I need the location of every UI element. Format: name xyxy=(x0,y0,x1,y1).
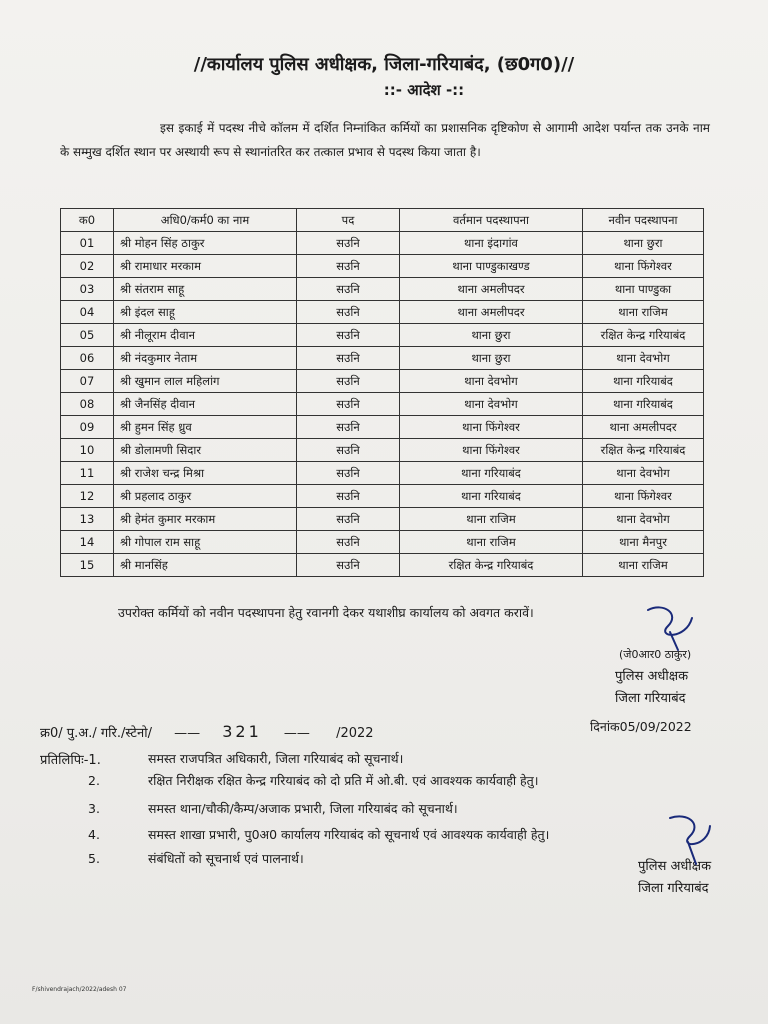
cell-serial: 14 xyxy=(61,531,114,554)
cell-current-posting: थाना गरियाबंद xyxy=(400,462,583,485)
table-row xyxy=(61,324,704,347)
cell-new-posting: रक्षित केन्द्र गरियाबंद xyxy=(583,324,704,347)
officer-district-2: जिला गरियाबंद xyxy=(638,881,709,896)
signature-block-2 xyxy=(638,856,711,900)
cc-item-text: समस्त राजपत्रित अधिकारी, जिला गरियाबंद को सूचनार्थ। xyxy=(148,751,404,766)
col-post: पद xyxy=(297,209,400,232)
table-row xyxy=(61,232,704,255)
cell-name: श्री मानसिंह xyxy=(114,554,297,577)
cell-new-posting: थाना राजिम xyxy=(583,554,704,577)
cell-new-posting: थाना फिंगेश्वर xyxy=(583,255,704,278)
office-title: //कार्यालय पुलिस अधीक्षक, जिला-गरियाबंद, (छ0ग0)// xyxy=(193,54,575,75)
table-row xyxy=(61,393,704,416)
cell-post: सउनि xyxy=(297,370,400,393)
cc-item-text: रक्षित निरीक्षक रक्षित केन्द्र गरियाबंद को दो प्रति में ओ.बी. एवं आवश्यक कार्यवाही हेतु। xyxy=(148,773,539,788)
table-row xyxy=(61,416,704,439)
table-header-row xyxy=(61,209,704,232)
cell-current-posting: थाना पाण्डुकाखण्ड xyxy=(400,255,583,278)
cell-serial: 10 xyxy=(61,439,114,462)
cell-post: सउनि xyxy=(297,324,400,347)
table-row xyxy=(61,255,704,278)
cell-serial: 06 xyxy=(61,347,114,370)
cell-serial: 04 xyxy=(61,301,114,324)
date-label: दिनांक xyxy=(590,719,620,734)
cell-post: सउनि xyxy=(297,531,400,554)
cell-name: श्री हुमन सिंह ध्रुव xyxy=(114,416,297,439)
reference-year: /2022 xyxy=(336,726,374,741)
cell-new-posting: थाना देवभोग xyxy=(583,347,704,370)
cell-name: श्री प्रहलाद ठाकुर xyxy=(114,485,297,508)
table-body xyxy=(61,232,704,577)
officer-name: (जे0आर0 ठाकुर) xyxy=(619,648,692,661)
cc-item-number: 5. xyxy=(88,851,100,866)
table-row xyxy=(61,531,704,554)
reference-date xyxy=(590,718,692,735)
cell-current-posting: थाना राजिम xyxy=(400,531,583,554)
transfer-table xyxy=(60,208,704,577)
cell-post: सउनि xyxy=(297,439,400,462)
table-row xyxy=(61,301,704,324)
cell-new-posting: थाना छुरा xyxy=(583,232,704,255)
cc-item xyxy=(88,772,539,789)
officer-district: जिला गरियाबंद xyxy=(615,691,686,706)
table-row xyxy=(61,554,704,577)
cell-post: सउनि xyxy=(297,255,400,278)
table-row xyxy=(61,508,704,531)
col-new-posting: नवीन पदस्थापना xyxy=(583,209,704,232)
cell-current-posting: रक्षित केन्द्र गरियाबंद xyxy=(400,554,583,577)
cc-label: प्रतिलिपिः-1. xyxy=(40,753,101,768)
order-intro: इस इकाई में पदस्थ नीचे कॉलम में दर्शित निम्नांकित कर्मियों का प्रशासनिक दृष्टिकोण से आगामी आदेश पर्यान्त तक उनके नाम के सम्मुख दर्शित स्थान पर अस्थायी रूप से स्थानांतरित कर तत्काल प्रभाव से पदस्थ किया जाता है। xyxy=(60,121,710,159)
table-row xyxy=(61,347,704,370)
reference-number: 321 xyxy=(222,722,262,741)
cell-current-posting: थाना गरियाबंद xyxy=(400,485,583,508)
col-serial: क0 xyxy=(61,209,114,232)
cell-new-posting: थाना गरियाबंद xyxy=(583,393,704,416)
cell-name: श्री संतराम साहू xyxy=(114,278,297,301)
cell-name: श्री जैनसिंह दीवान xyxy=(114,393,297,416)
cell-serial: 11 xyxy=(61,462,114,485)
cell-new-posting: थाना फिंगेश्वर xyxy=(583,485,704,508)
cell-name: श्री नीलूराम दीवान xyxy=(114,324,297,347)
col-name: अधि0/कर्म0 का नाम xyxy=(114,209,297,232)
cell-serial: 15 xyxy=(61,554,114,577)
cc-item-number: 4. xyxy=(88,827,100,842)
table-row xyxy=(61,370,704,393)
officer-designation: पुलिस अधीक्षक xyxy=(615,669,689,684)
cell-post: सउनि xyxy=(297,393,400,416)
table-row xyxy=(61,278,704,301)
cell-post: सउनि xyxy=(297,508,400,531)
cell-current-posting: थाना अमलीपदर xyxy=(400,301,583,324)
cc-item-text: समस्त शाखा प्रभारी, पु0अ0 कार्यालय गरियाबंद को सूचनार्थ एवं आवश्यक कार्यवाही हेतु। xyxy=(148,827,550,842)
cell-serial: 07 xyxy=(61,370,114,393)
cell-new-posting: थाना देवभोग xyxy=(583,508,704,531)
file-path-footer: F/shivendrajach/2022/adesh 07 xyxy=(32,986,127,993)
cell-current-posting: थाना अमलीपदर xyxy=(400,278,583,301)
cell-current-posting: थाना फिंगेश्वर xyxy=(400,416,583,439)
cell-post: सउनि xyxy=(297,554,400,577)
cell-new-posting: थाना पाण्डुका xyxy=(583,278,704,301)
cell-post: सउनि xyxy=(297,347,400,370)
order-heading: ::- आदेश -:: xyxy=(383,81,465,99)
cell-current-posting: थाना छुरा xyxy=(400,347,583,370)
cell-new-posting: थाना देवभोग xyxy=(583,462,704,485)
cell-post: सउनि xyxy=(297,232,400,255)
cell-post: सउनि xyxy=(297,278,400,301)
cc-item-number: 2. xyxy=(88,773,100,788)
cell-serial: 01 xyxy=(61,232,114,255)
closing-instruction: उपरोक्त कर्मियों को नवीन पदस्थापना हेतु रवानगी देकर यथाशीघ्र कार्यालय को अवगत करावें। xyxy=(118,605,534,620)
cell-post: सउनि xyxy=(297,462,400,485)
cell-post: सउनि xyxy=(297,416,400,439)
cell-serial: 12 xyxy=(61,485,114,508)
cell-new-posting: थाना मैनपुर xyxy=(583,531,704,554)
cell-name: श्री खुमान लाल महिलांग xyxy=(114,370,297,393)
reference-line: क्र0/ पु.अ./ गरि./स्टेनो/ —— 321 —— /2022 xyxy=(40,722,374,741)
cell-current-posting: थाना फिंगेश्वर xyxy=(400,439,583,462)
cc-item-text: समस्त थाना/चौकी/कैम्प/अजाक प्रभारी, जिला गरियाबंद को सूचनार्थ। xyxy=(148,801,458,816)
cell-new-posting: रक्षित केन्द्र गरियाबंद xyxy=(583,439,704,462)
cell-serial: 09 xyxy=(61,416,114,439)
cc-item-number: 3. xyxy=(88,801,100,816)
cell-serial: 02 xyxy=(61,255,114,278)
cell-serial: 03 xyxy=(61,278,114,301)
officer-designation-2: पुलिस अधीक्षक xyxy=(638,859,712,874)
cell-name: श्री नंदकुमार नेताम xyxy=(114,347,297,370)
cell-serial: 13 xyxy=(61,508,114,531)
cell-serial: 08 xyxy=(61,393,114,416)
cell-current-posting: थाना राजिम xyxy=(400,508,583,531)
cc-item xyxy=(88,826,549,843)
cc-item xyxy=(88,800,458,817)
cell-new-posting: थाना गरियाबंद xyxy=(583,370,704,393)
table-row xyxy=(61,439,704,462)
reference-prefix: क्र0/ पु.अ./ गरि./स्टेनो/ xyxy=(40,726,152,741)
col-current-posting: वर्तमान पदस्थापना xyxy=(400,209,583,232)
cell-current-posting: थाना देवभोग xyxy=(400,393,583,416)
cc-item xyxy=(148,750,403,767)
cell-name: श्री इंदल साहू xyxy=(114,301,297,324)
cell-current-posting: थाना इंदागांव xyxy=(400,232,583,255)
cell-new-posting: थाना राजिम xyxy=(583,301,704,324)
cell-name: श्री मोहन सिंह ठाकुर xyxy=(114,232,297,255)
cell-current-posting: थाना छुरा xyxy=(400,324,583,347)
date-value: 05/09/2022 xyxy=(619,719,692,734)
cell-post: सउनि xyxy=(297,485,400,508)
cell-serial: 05 xyxy=(61,324,114,347)
cell-name: श्री हेमंत कुमार मरकाम xyxy=(114,508,297,531)
cc-item-text: संबंधितों को सूचनार्थ एवं पालनार्थ। xyxy=(148,851,304,866)
cell-name: श्री राजेश चन्द्र मिश्रा xyxy=(114,462,297,485)
cell-name: श्री डोलामणी सिदार xyxy=(114,439,297,462)
table-row xyxy=(61,485,704,508)
cell-current-posting: थाना देवभोग xyxy=(400,370,583,393)
cc-item xyxy=(88,850,304,867)
cell-name: श्री रामाधार मरकाम xyxy=(114,255,297,278)
cell-post: सउनि xyxy=(297,301,400,324)
signature-block-1 xyxy=(615,644,691,710)
cell-name: श्री गोपाल राम साहू xyxy=(114,531,297,554)
cell-new-posting: थाना अमलीपदर xyxy=(583,416,704,439)
table-row xyxy=(61,462,704,485)
